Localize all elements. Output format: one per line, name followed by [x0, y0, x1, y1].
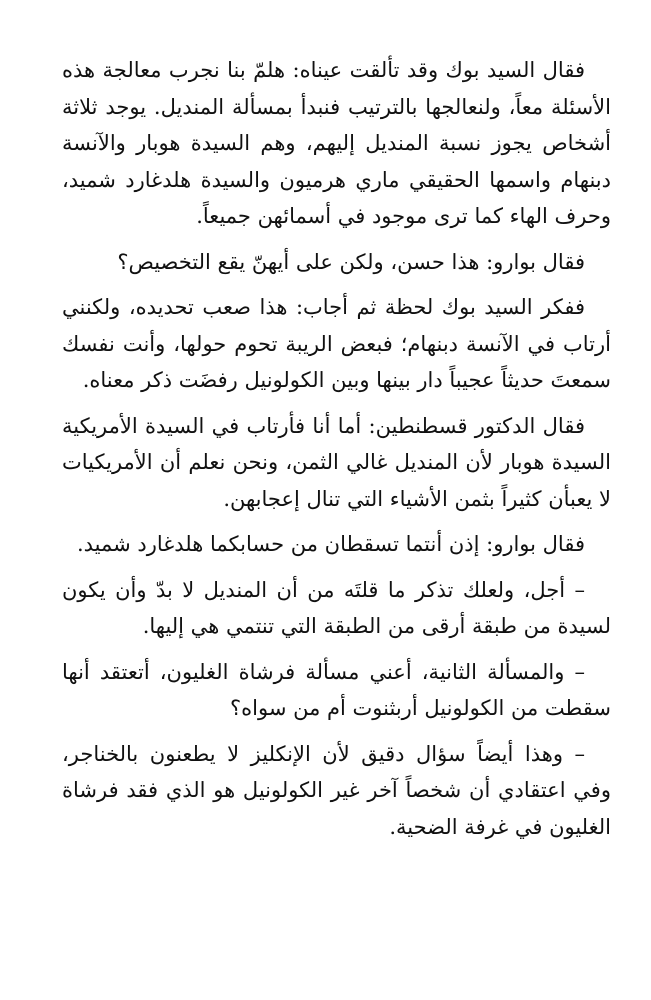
paragraph: ففكر السيد بوك لحظة ثم أجاب: هذا صعب تحديده، ولكنني أرتاب في الآنسة دبنهام؛ فبعض الريبة تحوم حولها، وأنت نفسك سمعتَ حديثاً عجيباً دار بينها وبين الكولونيل رفضَت ذكر معناه.	[62, 295, 611, 392]
paragraph: – والمسألة الثانية، أعني مسألة فرشاة الغليون، أتعتقد أنها سقطت من الكولونيل أربثنوت أم من سواه؟	[62, 659, 611, 720]
paragraph: – وهذا أيضاً سؤال دقيق لأن الإنكليز لا يطعنون بالخناجر، وفي اعتقادي أن شخصاً آخر غير الكولونيل هو الذي فقد فرشاة الغليون في غرفة الضحية.	[62, 741, 611, 839]
paragraph: فقال بوارو: إذن أنتما تسقطان من حسابكما هلدغارد شميد.	[76, 532, 585, 556]
paragraph: فقال بوارو: هذا حسن، ولكن على أيهنّ يقع التخصيص؟	[117, 249, 585, 274]
paragraph: فقال السيد بوك وقد تألقت عيناه: هلمّ بنا نجرب معالجة هذه الأسئلة معاً، ولنعالجها بالترتيب فنبدأ بمسألة المنديل. يوجد ثلاثة أشخاص يجوز نسبة المنديل إليهم، وهم السيدة هوبار والآنسة دبنهام واسمها الحقيقي ماري هرميون والسيدة هلدغارد شميد، وحرف الهاء كما ترى موجود في أسمائهن جميعاً.	[62, 58, 611, 228]
paragraph: – أجل، ولعلك تذكر ما قلتَه من أن المنديل لا بدّ وأن يكون لسيدة من طبقة أرقى من الطبقة التي تنتمي هي إليها.	[62, 577, 611, 638]
paragraph: فقال الدكتور قسطنطين: أما أنا فأرتاب في السيدة الأمريكية السيدة هوبار لأن المنديل غالي الثمن، ونحن نعلم أن الأمريكيات لا يعبأن كثيراً بثمن الأشياء التي تنال إعجابهن.	[62, 413, 611, 511]
